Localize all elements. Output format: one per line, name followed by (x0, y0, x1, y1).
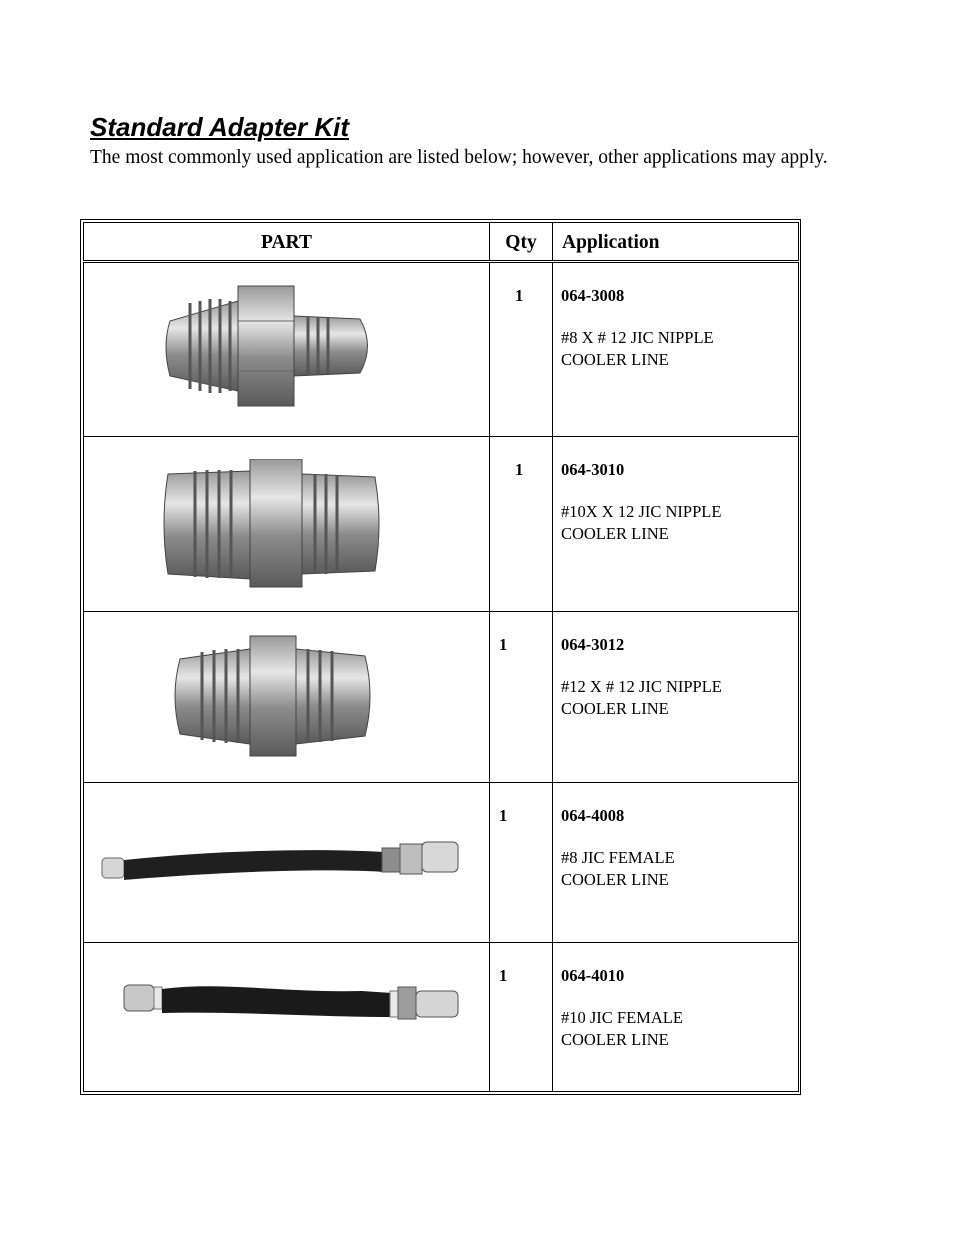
table-row-5-description: #10 JIC FEMALE COOLER LINE (561, 1008, 683, 1049)
header-qty: Qty (505, 232, 537, 253)
table-row-1-part-cell (83, 262, 490, 437)
table-row-3-code: 064-3012 (561, 635, 625, 654)
table-row-2-application-cell (552, 436, 799, 612)
table-row-3-description: #12 X # 12 JIC NIPPLE COOLER LINE (561, 677, 722, 718)
table-row-1-application-cell (552, 262, 799, 437)
table-row-2-qty-cell (489, 436, 553, 612)
table-row-2-description: #10X X 12 JIC NIPPLE COOLER LINE (561, 502, 722, 543)
table-row-1-description: #8 X # 12 JIC NIPPLE COOLER LINE (561, 328, 714, 369)
header-part-cell (83, 222, 490, 261)
table-row-3-part-cell (83, 611, 490, 783)
header-qty-cell (489, 222, 553, 261)
table-row-1-qty: 1 (515, 286, 524, 305)
table-row-4-description: #8 JIC FEMALE COOLER LINE (561, 848, 675, 889)
jic-nipple-reducer-image (160, 281, 385, 411)
table-row-5-qty: 1 (499, 966, 508, 985)
page-title: Standard Adapter Kit (90, 112, 350, 142)
table-row-3-application-cell (552, 611, 799, 783)
table-row-5-application-cell (552, 942, 799, 1092)
cooler-hose-10-image (122, 979, 467, 1039)
table-row-4-qty-cell (489, 782, 553, 943)
jic-nipple-union-image (170, 634, 380, 759)
table-row-3-qty: 1 (499, 635, 508, 654)
cooler-hose-8-image (100, 838, 465, 903)
table-row-3-qty-cell (489, 611, 553, 783)
table-row-1-qty-cell (489, 262, 553, 437)
jic-nipple-image (160, 459, 385, 589)
table-row-4-part-cell (83, 782, 490, 943)
table-row-2-code: 064-3010 (561, 460, 625, 479)
table-row-2-part-cell (83, 436, 490, 612)
header-application: Application (562, 232, 660, 253)
header-application-cell (552, 222, 799, 261)
table-row-2-qty: 1 (515, 460, 524, 479)
table-row-5-qty-cell (489, 942, 553, 1092)
table-row-5-code: 064-4010 (561, 966, 625, 985)
parts-table (80, 219, 801, 1095)
table-row-5-part-cell (83, 942, 490, 1092)
header-part: PART (261, 232, 312, 253)
table-row-4-code: 064-4008 (561, 806, 625, 825)
table-row-4-qty: 1 (499, 806, 508, 825)
table-row-4-application-cell (552, 782, 799, 943)
table-row-1-code: 064-3008 (561, 286, 625, 305)
intro-paragraph: The most commonly used application are listed below; however, other applications may apply. (90, 147, 828, 168)
